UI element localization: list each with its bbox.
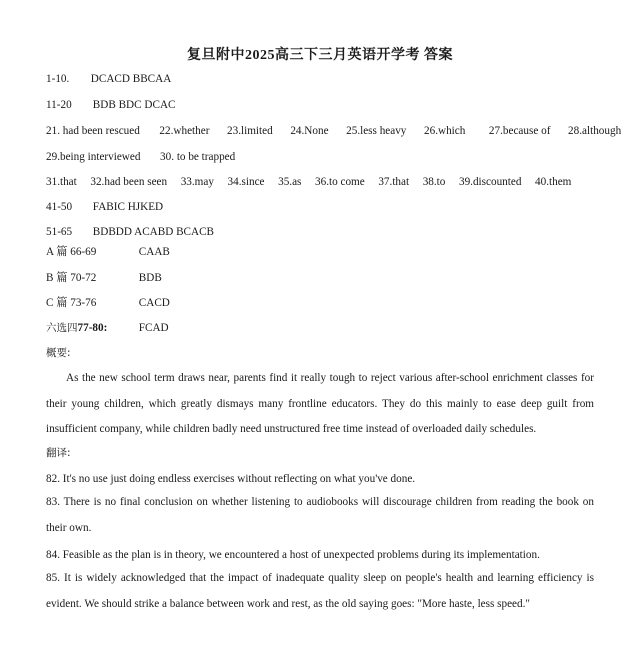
grammar-item-22: 22.whether — [159, 125, 210, 137]
grammar-item-21: 21. had been rescued — [46, 125, 140, 137]
vocab-item-39: 39.discounted — [458, 176, 522, 188]
row-answer: BDBDD ACABD BCACB — [92, 226, 215, 238]
row-answer: DCACD BBCAA — [90, 73, 172, 85]
page-title: 复旦附中2025高三下三月英语开学考 答案 — [187, 48, 453, 63]
vocab-item-40: 40.them — [535, 176, 572, 188]
translation-heading — [46, 446, 71, 460]
vocab-item-37: 37.that — [378, 176, 410, 188]
vocab-item-34: 34.since — [227, 176, 265, 188]
reading-label — [46, 321, 136, 335]
grammar-item-28: 28.although — [568, 125, 622, 137]
grammar-item-25: 25.less heavy — [346, 125, 407, 137]
reading-row-a — [46, 245, 170, 259]
answer-row-11-20 — [46, 98, 175, 112]
reading-label: C 篇 73-76 — [46, 297, 97, 309]
summary-heading — [46, 346, 71, 360]
grammar-item-30: 30. to be trapped — [160, 151, 236, 163]
reading-row-c — [46, 296, 170, 310]
translation-83: 83. There is no final conclusion on whether listening to audiobooks will discourage children from reading the book on their own. — [46, 496, 594, 534]
translation-heading-text: 翻译: — [46, 447, 71, 459]
six-prefix: 六选四 — [46, 322, 78, 334]
row-label: 1-10. — [46, 73, 70, 85]
grammar-item-26: 26.which — [424, 125, 466, 137]
reading-row-six — [46, 321, 169, 335]
row-answer: FABIC HJKED — [92, 201, 164, 213]
grammar-item-24: 24.None — [290, 125, 329, 137]
grammar-item-27: 27.because of — [488, 125, 551, 137]
grammar-item-23: 23.limited — [227, 125, 273, 137]
row-label: 41-50 — [46, 201, 73, 213]
grammar-row-21-28 — [46, 124, 621, 138]
reading-answer: CACD — [138, 297, 170, 309]
summary-paragraph: As the new school term draws near, parents find it really tough to reject various after-school enrichment classes for their young children, which greatly dismays many frontline educators. They do this mainly to ease deep guilt from insufficient company, while children badly need unstructured free time instead of overloaded daily schedules. — [46, 372, 594, 435]
translation-84: 84. Feasible as the plan is in theory, we encountered a host of unexpected problems during its implementation. — [46, 549, 540, 561]
row-label: 51-65 — [46, 226, 73, 238]
vocab-item-36: 36.to come — [315, 176, 365, 188]
answer-row-51-65 — [46, 225, 214, 239]
vocab-item-32: 32.had been seen — [90, 176, 168, 188]
reading-answer: FCAD — [138, 322, 169, 334]
reading-label: B 篇 70-72 — [46, 272, 97, 284]
row-answer: BDB BDC DCAC — [92, 99, 176, 111]
six-range: 77-80: — [77, 322, 108, 334]
grammar-item-29: 29.being interviewed — [46, 151, 141, 163]
vocab-item-38: 38.to — [422, 176, 446, 188]
grammar-row-29-30 — [46, 150, 235, 164]
answer-row-1-10 — [46, 72, 171, 86]
answer-row-41-50 — [46, 200, 163, 214]
translation-85: 85. It is widely acknowledged that the impact of inadequate quality sleep on people's health and learning efficiency is evident. We should strike a balance between work and rest, as the old saying goes: "More haste, less speed." — [46, 572, 594, 610]
translation-82: 82. It's no use just doing endless exercises without reflecting on what you've done. — [46, 473, 416, 485]
vocab-row-31-40 — [46, 175, 571, 189]
vocab-item-31: 31.that — [46, 176, 77, 188]
row-label: 11-20 — [46, 99, 72, 111]
reading-row-b — [46, 271, 162, 285]
reading-label: A 篇 66-69 — [46, 246, 97, 258]
vocab-item-35: 35.as — [278, 176, 302, 188]
vocab-item-33: 33.may — [180, 176, 214, 188]
summary-heading-text: 概要: — [46, 347, 71, 359]
reading-answer: BDB — [138, 272, 162, 284]
reading-answer: CAAB — [138, 246, 170, 258]
